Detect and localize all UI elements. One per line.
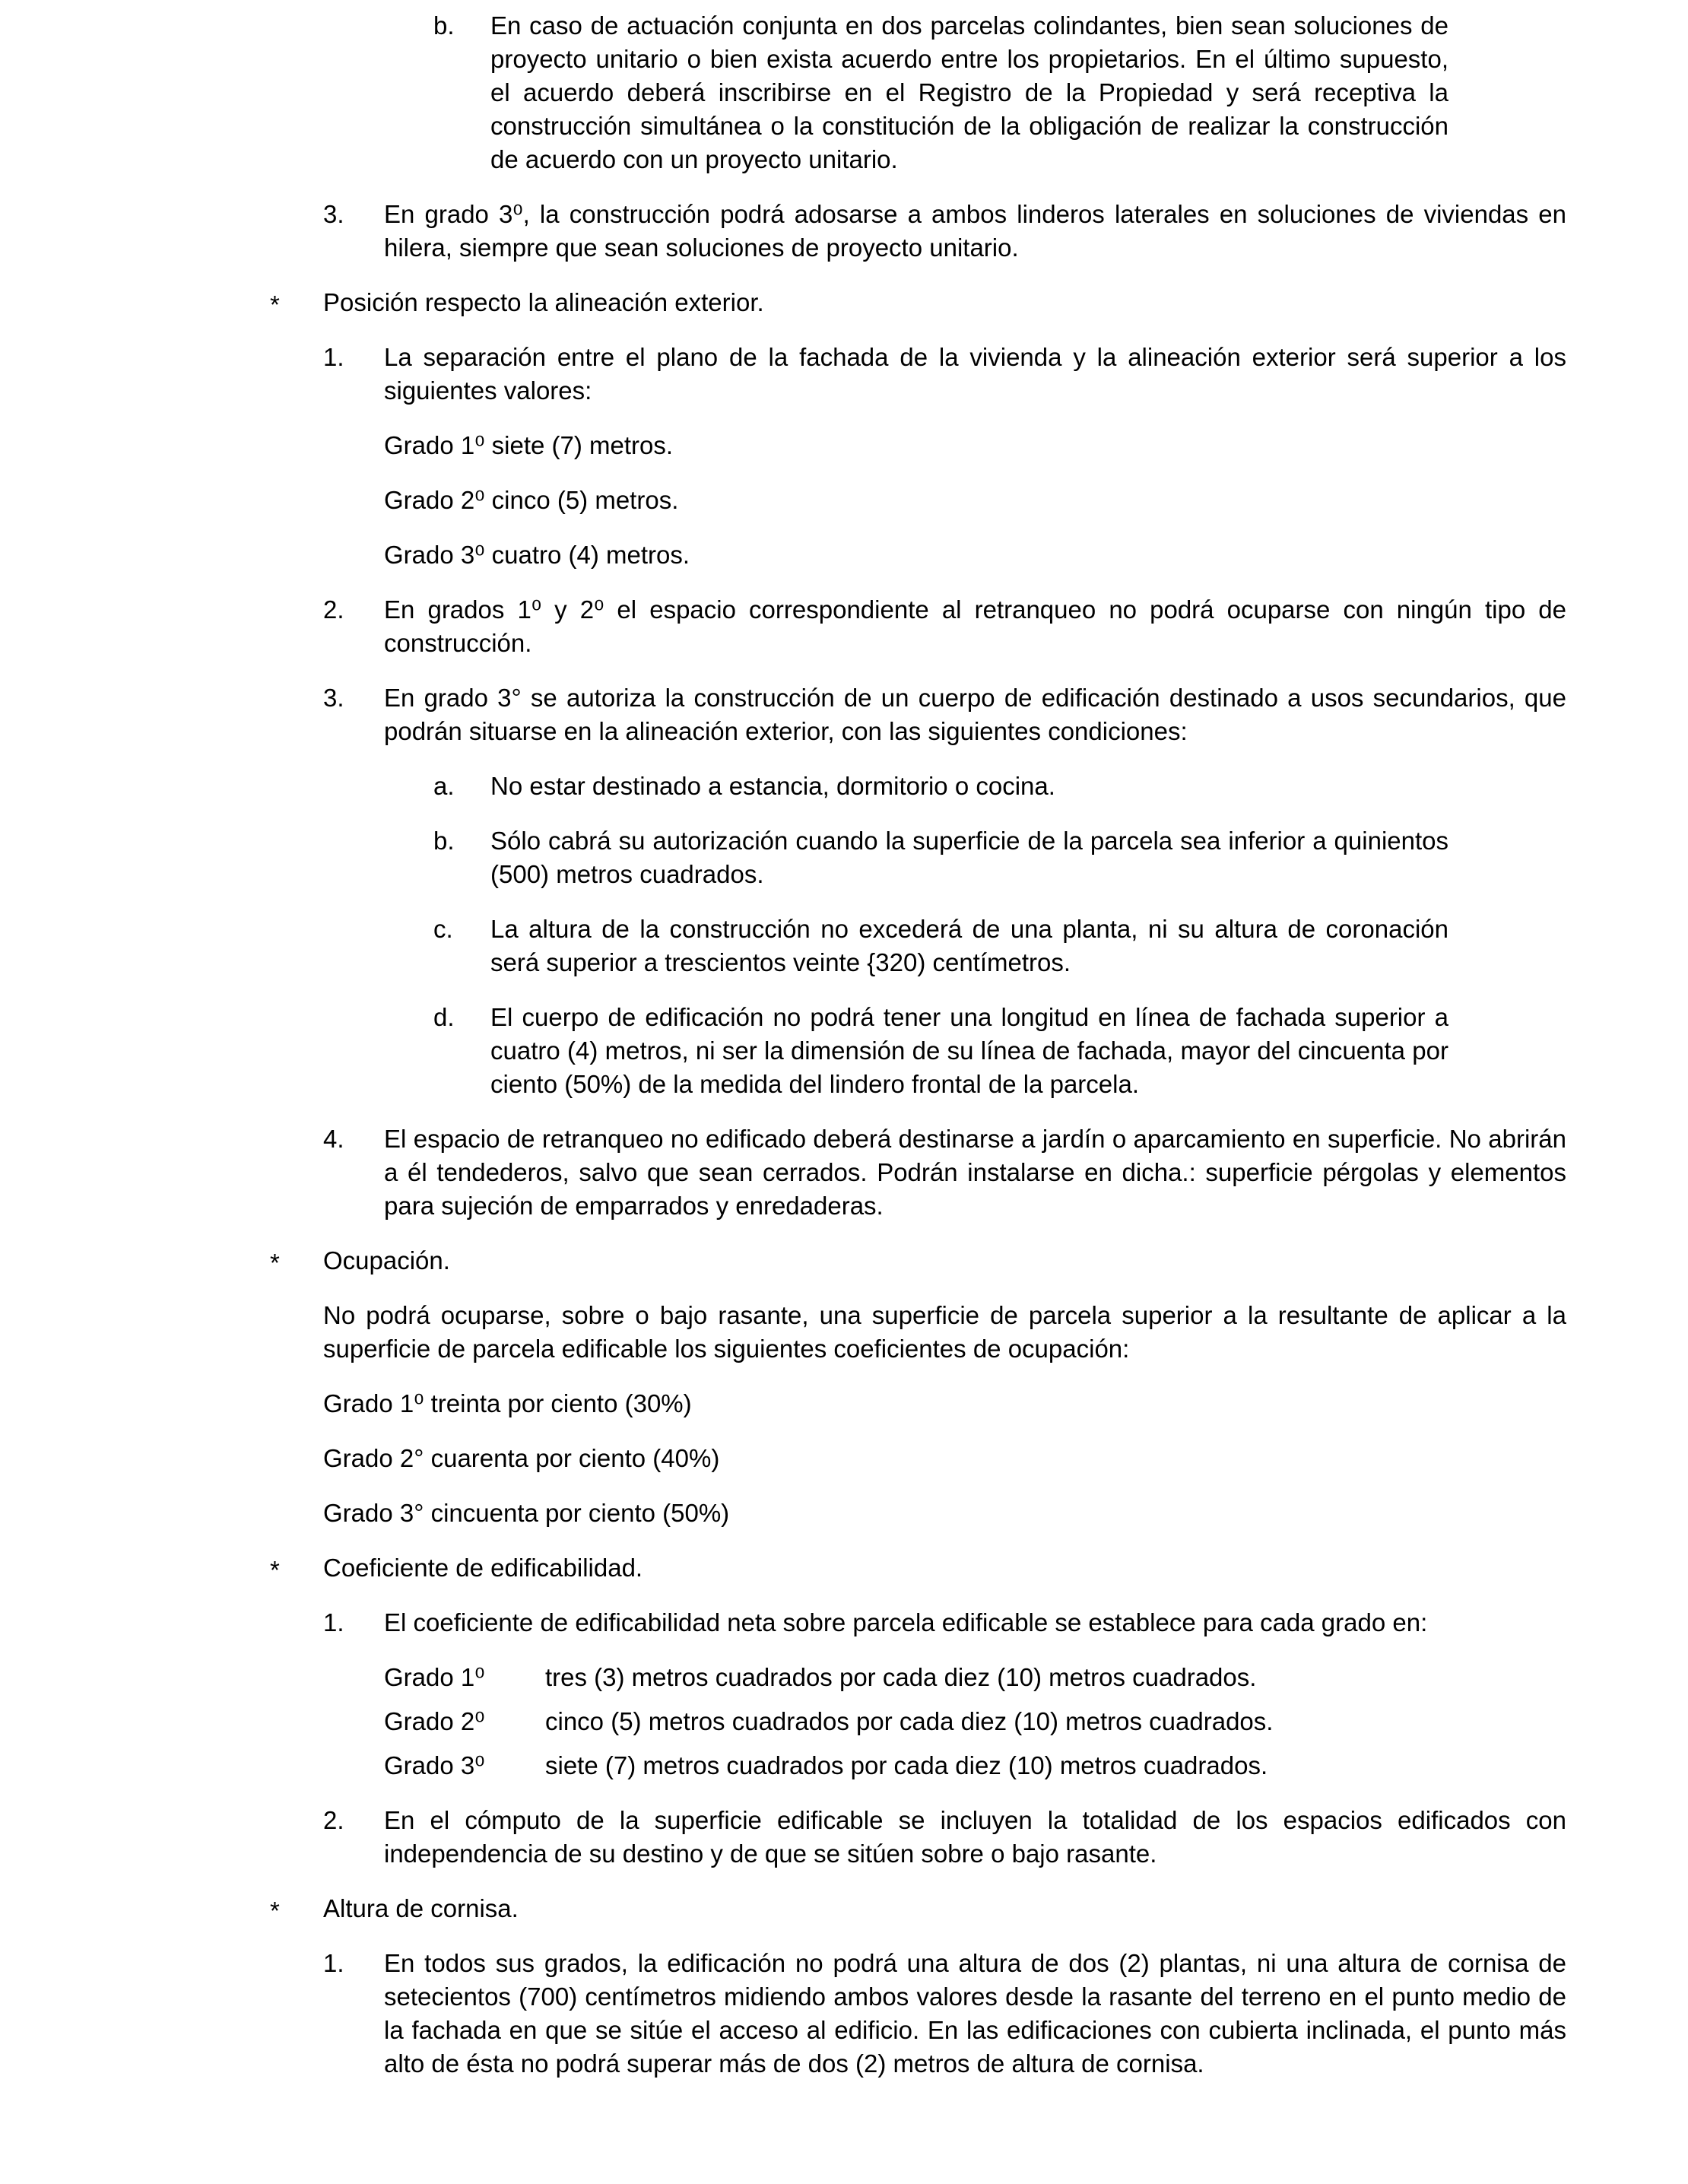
item-text: En grado 3⁰, la construcción podrá adosarse a ambos linderos laterales en soluciones de viviendas en hilera, siempre que sean soluciones de proyecto unitario. [384, 200, 1566, 262]
item-marker: d. [433, 1003, 455, 1031]
asterisk-bullet-icon: * [270, 1897, 280, 1925]
section-title: Ocupación. [323, 1246, 450, 1275]
paragraph-text: Grado 3° cincuenta por ciento (50%) [323, 1499, 730, 1527]
paragraph-text: No podrá ocuparse, sobre o bajo rasante, una superficie de parcela superior a la resultante de aplicar a la superficie de parcela edificable los siguientes coeficientes de ocupación: [323, 1301, 1566, 1363]
section-title: Posición respecto la alineación exterior. [323, 288, 764, 316]
item-marker: b. [433, 827, 455, 855]
item-marker: 1. [323, 1949, 344, 1977]
paragraph-text: Grado 1⁰ treinta por ciento (30%) [323, 1389, 692, 1417]
paragraph-text: Grado 1⁰ siete (7) metros. [384, 431, 674, 459]
lettered-item [433, 1001, 1448, 1101]
bullet-section-heading [270, 1892, 1566, 1925]
item-text: En grado 3° se autoriza la construcción de un cuerpo de edificación destinado a usos secundarios, que podrán situarse en la alineación exterior, con las siguientes condiciones: [384, 684, 1566, 745]
grado-label: Grado 1⁰ [384, 1663, 485, 1691]
numbered-item [323, 593, 1566, 660]
bullet-section-heading [270, 286, 1566, 319]
item-text: En grados 1⁰ y 2⁰ el espacio correspondiente al retranqueo no podrá ocuparse con ningún tipo de construcción. [384, 595, 1566, 657]
item-text: El cuerpo de edificación no podrá tener una longitud en línea de fachada superior a cuatro (4) metros, ni ser la dimensión de su línea de fachada, mayor del cincuenta por ciento (50%) de la medida del lindero frontal de la parcela. [490, 1003, 1448, 1098]
section-title: Coeficiente de edificabilidad. [323, 1554, 643, 1582]
numbered-item [323, 341, 1566, 408]
item-text: Sólo cabrá su autorización cuando la superficie de la parcela sea inferior a quinientos (500) metros cuadrados. [490, 827, 1448, 888]
numbered-item [323, 198, 1566, 265]
numbered-item [323, 1122, 1566, 1223]
item-text: El coeficiente de edificabilidad neta sobre parcela edificable se establece para cada grado en: [384, 1608, 1428, 1636]
grado-value: siete (7) metros cuadrados por cada diez (10) metros cuadrados. [545, 1751, 1268, 1779]
item-marker: 1. [323, 1608, 344, 1636]
item-text: En todos sus grados, la edificación no podrá una altura de dos (2) plantas, ni una altura de cornisa de setecientos (700) centímetros midiendo ambos valores desde la rasante del terreno en el punto medio de la fachada en que se sitúe el acceso al edificio. En las edificaciones con cubierta inclinada, el punto más alto de ésta no podrá superar más de dos (2) metros de altura de cornisa. [384, 1949, 1566, 2078]
item-marker: 3. [323, 200, 344, 228]
paragraph-text: Grado 2⁰ cinco (5) metros. [384, 486, 679, 514]
paragraph [384, 484, 1566, 517]
bullet-section-heading [270, 1551, 1566, 1585]
grado-value: tres (3) metros cuadrados por cada diez (10) metros cuadrados. [545, 1663, 1257, 1691]
paragraph-text: Grado 3⁰ cuatro (4) metros. [384, 541, 690, 569]
paragraph [384, 538, 1566, 572]
item-text: La separación entre el plano de la fachada de la vivienda y la alineación exterior será superior a los siguientes valores: [384, 343, 1566, 405]
item-marker: 2. [323, 1806, 344, 1834]
item-marker: 4. [323, 1125, 344, 1153]
item-text: En caso de actuación conjunta en dos parcelas colindantes, bien sean soluciones de proyecto unitario o bien exista acuerdo entre los propietarios. En el último supuesto, el acuerdo deberá inscribirse en el Registro de la Propiedad y será receptiva la construcción simultánea o la constitución de la obligación de realizar la construcción de acuerdo con un proyecto unitario. [490, 11, 1448, 173]
grado-value-row [384, 1749, 1566, 1782]
item-marker: 2. [323, 595, 344, 624]
item-marker: a. [433, 772, 455, 800]
item-marker: b. [433, 11, 455, 40]
item-marker: c. [433, 915, 453, 943]
bullet-section-heading [270, 1244, 1566, 1278]
item-text: El espacio de retranqueo no edificado deberá destinarse a jardín o aparcamiento en superficie. No abrirán a él tendederos, salvo que sean cerrados. Podrán instalarse en dicha.: superficie pérgolas y elementos para sujeción de emparrados y enredaderas. [384, 1125, 1566, 1220]
paragraph [323, 1299, 1566, 1366]
item-marker: 1. [323, 343, 344, 371]
item-text: En el cómputo de la superficie edificable se incluyen la totalidad de los espacios edificados con independencia de su destino y de que se sitúen sobre o bajo rasante. [384, 1806, 1566, 1868]
item-text: No estar destinado a estancia, dormitorio o cocina. [490, 772, 1055, 800]
lettered-item [433, 9, 1448, 176]
numbered-item [323, 1947, 1566, 2081]
item-marker: 3. [323, 684, 344, 712]
grado-label: Grado 3⁰ [384, 1751, 485, 1779]
grado-label: Grado 2⁰ [384, 1707, 485, 1735]
lettered-item [433, 770, 1448, 803]
numbered-item [323, 1804, 1566, 1871]
paragraph [323, 1497, 1566, 1530]
asterisk-bullet-icon: * [270, 290, 280, 319]
section-title: Altura de cornisa. [323, 1894, 519, 1922]
paragraph-text: Grado 2° cuarenta por ciento (40%) [323, 1444, 720, 1472]
grado-value-row [384, 1661, 1566, 1694]
numbered-item [323, 681, 1566, 748]
asterisk-bullet-icon: * [270, 1249, 280, 1277]
numbered-item [323, 1606, 1566, 1640]
paragraph [323, 1387, 1566, 1421]
grado-value-row [384, 1705, 1566, 1738]
item-text: La altura de la construcción no excederá de una planta, ni su altura de coronación será superior a trescientos veinte {320) centímetros. [490, 915, 1448, 976]
paragraph [384, 429, 1566, 462]
paragraph [323, 1442, 1566, 1475]
lettered-item [433, 824, 1448, 891]
grado-value: cinco (5) metros cuadrados por cada diez (10) metros cuadrados. [545, 1707, 1274, 1735]
asterisk-bullet-icon: * [270, 1556, 280, 1584]
lettered-item [433, 913, 1448, 979]
